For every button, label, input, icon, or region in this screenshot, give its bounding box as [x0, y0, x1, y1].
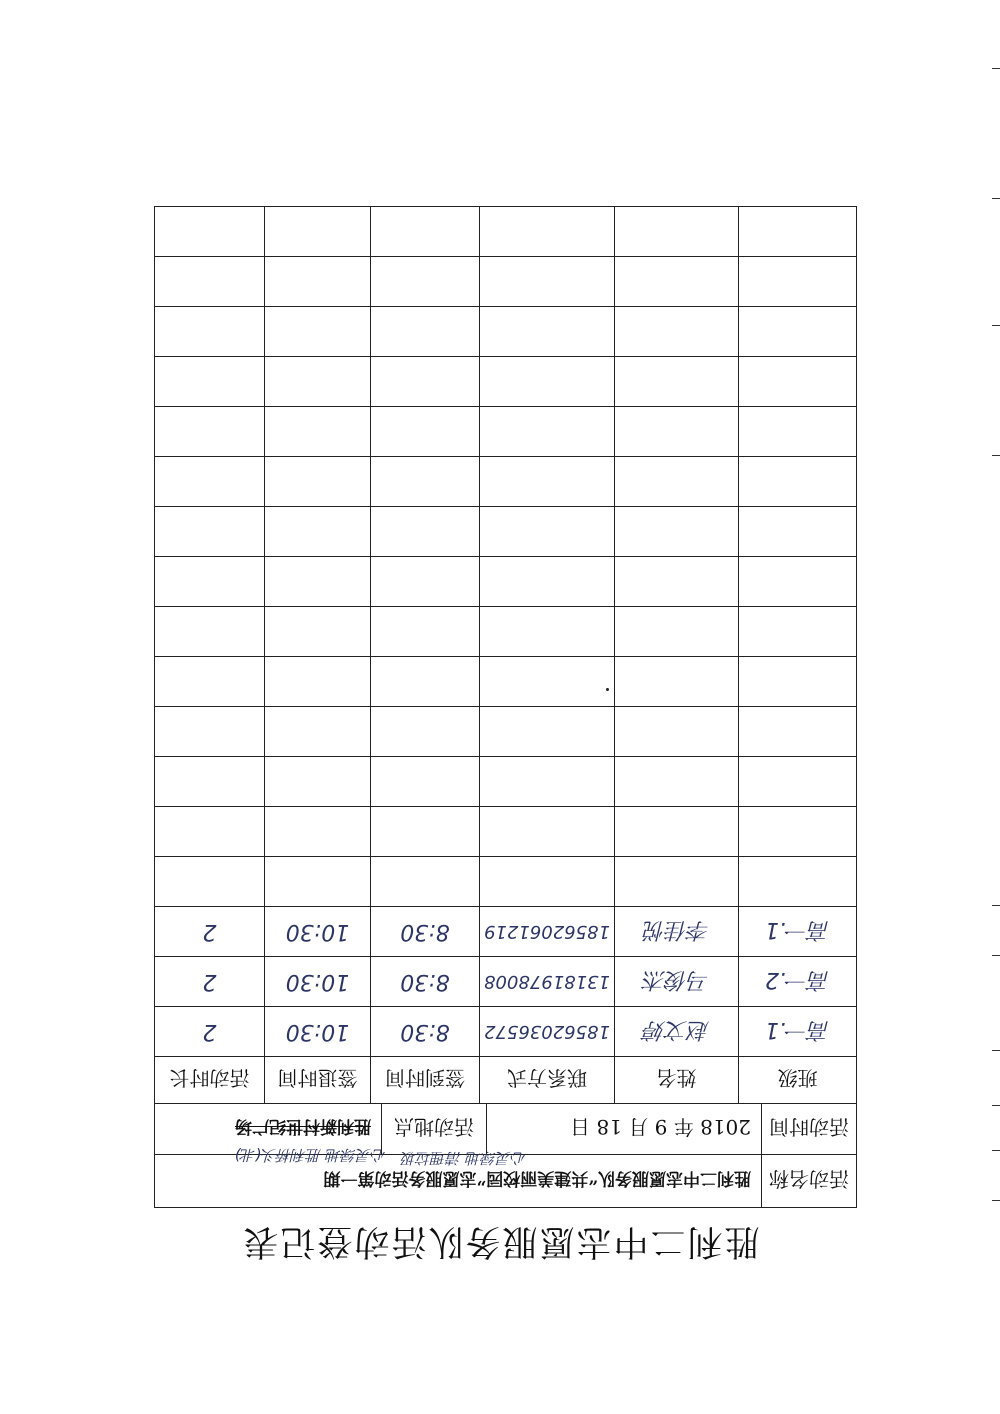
- empty-table-row: [154, 556, 857, 606]
- empty-cell: [479, 507, 614, 556]
- empty-cell: [370, 407, 479, 456]
- empty-cell: [738, 307, 856, 356]
- empty-cell: [370, 707, 479, 756]
- edge-mark: [992, 455, 1000, 456]
- empty-cell: [264, 757, 370, 806]
- activity-place-value: 胜利新村世纪广场: [235, 1116, 371, 1137]
- empty-cell: [738, 257, 856, 306]
- empty-cell: [738, 207, 856, 256]
- empty-cell: [738, 657, 856, 706]
- empty-cell: [479, 307, 614, 356]
- empty-cell: [479, 357, 614, 406]
- empty-table-row: [154, 606, 857, 656]
- cell-duration: 2: [202, 1019, 217, 1044]
- edge-mark: [992, 905, 1000, 906]
- empty-cell: [614, 657, 738, 706]
- empty-cell: [738, 507, 856, 556]
- cell-duration: 2: [202, 919, 217, 944]
- empty-table-row: [154, 806, 857, 856]
- empty-cell: [614, 857, 738, 906]
- empty-cell: [264, 557, 370, 606]
- empty-cell: [155, 307, 264, 356]
- empty-cell: [479, 857, 614, 906]
- empty-cell: [155, 707, 264, 756]
- empty-cell: [614, 757, 738, 806]
- empty-cell: [155, 457, 264, 506]
- cell-duration: 2: [202, 969, 217, 994]
- empty-cell: [155, 857, 264, 906]
- empty-cell: [479, 207, 614, 256]
- empty-cell: [479, 457, 614, 506]
- empty-cell: [155, 557, 264, 606]
- activity-place-handwritten: 心灵绿地 胜利桥头(北): [234, 1146, 386, 1164]
- empty-cell: [370, 357, 479, 406]
- empty-cell: [370, 657, 479, 706]
- empty-cell: [479, 407, 614, 456]
- empty-cell: [155, 757, 264, 806]
- empty-cell: [370, 857, 479, 906]
- empty-cell: [614, 307, 738, 356]
- cell-class: 高一.1: [738, 907, 856, 956]
- empty-cell: [614, 207, 738, 256]
- empty-cell: [614, 507, 738, 556]
- empty-cell: [479, 257, 614, 306]
- cell-sign-in: 8:30: [370, 1007, 479, 1056]
- table-row: [154, 906, 857, 956]
- empty-cell: [370, 207, 479, 256]
- cell-sign-out: 10:30: [264, 1007, 370, 1056]
- empty-cell: [370, 557, 479, 606]
- empty-cell: [738, 457, 856, 506]
- empty-table-row: [154, 656, 857, 706]
- form-title: 胜利二中志愿服务队活动登记表: [241, 1221, 760, 1261]
- activity-name-value: 胜利二中志愿服务队“共建美丽校园”志愿服务活动第一期: [323, 1168, 751, 1189]
- empty-cell: [264, 807, 370, 856]
- empty-cell: [479, 557, 614, 606]
- header-class: 班级: [738, 1057, 856, 1103]
- empty-cell: [614, 407, 738, 456]
- empty-cell: [738, 757, 856, 806]
- activity-name-label: 活动名称: [761, 1155, 856, 1207]
- empty-cell: [264, 257, 370, 306]
- empty-cell: [738, 557, 856, 606]
- empty-cell: [479, 757, 614, 806]
- empty-cell: [264, 607, 370, 656]
- empty-table-row: [154, 856, 857, 906]
- empty-cell: [738, 607, 856, 656]
- edge-mark: [992, 1200, 1000, 1201]
- activity-time-label: 活动时间: [761, 1104, 856, 1154]
- header-contact: 联系方式: [479, 1057, 614, 1103]
- empty-cell: [738, 407, 856, 456]
- empty-cell: [738, 357, 856, 406]
- empty-table-row: [154, 356, 857, 406]
- table-row: [154, 1006, 857, 1056]
- empty-cell: [155, 357, 264, 406]
- empty-cell: [479, 657, 614, 706]
- empty-cell: [264, 307, 370, 356]
- empty-cell: [479, 807, 614, 856]
- empty-cell: [738, 857, 856, 906]
- cell-name: 李佳悦: [614, 907, 738, 956]
- empty-cell: [479, 607, 614, 656]
- empty-cell: [370, 507, 479, 556]
- empty-cell: [614, 707, 738, 756]
- empty-cell: [155, 207, 264, 256]
- empty-table-row: [154, 306, 857, 356]
- empty-cell: [738, 807, 856, 856]
- empty-cell: [155, 257, 264, 306]
- empty-cell: [370, 807, 479, 856]
- empty-rows: [154, 206, 857, 906]
- empty-cell: [155, 807, 264, 856]
- empty-table-row: [154, 506, 857, 556]
- empty-cell: [264, 857, 370, 906]
- empty-cell: [370, 457, 479, 506]
- empty-cell: [155, 657, 264, 706]
- edge-mark: [992, 1105, 1000, 1106]
- activity-name-handwritten: 心灵绿地 清理垃圾: [401, 1149, 526, 1167]
- empty-cell: [264, 407, 370, 456]
- cell-sign-in: 8:30: [370, 957, 479, 1006]
- registration-form: [154, 206, 857, 1208]
- header-sign-out: 签退时间: [264, 1057, 370, 1103]
- cell-sign-out: 10:30: [264, 907, 370, 956]
- cell-sign-in: 8:30: [370, 907, 479, 956]
- table-header-row: [154, 1056, 857, 1103]
- header-duration: 活动时长: [169, 1066, 250, 1091]
- edge-mark: [992, 68, 1000, 69]
- empty-cell: [614, 807, 738, 856]
- empty-cell: [614, 357, 738, 406]
- empty-cell: [155, 407, 264, 456]
- empty-cell: [738, 707, 856, 756]
- cell-contact: 18562061219: [479, 907, 614, 956]
- cell-class: 高一.1: [738, 1007, 856, 1056]
- empty-cell: [614, 607, 738, 656]
- empty-table-row: [154, 256, 857, 306]
- edge-mark: [992, 198, 1000, 199]
- cell-name: 赵文婷: [614, 1007, 738, 1056]
- cell-name: 马俊杰: [614, 957, 738, 1006]
- empty-cell: [264, 457, 370, 506]
- edge-mark: [992, 1050, 1000, 1051]
- activity-date-value: 2018 年 9 月 18 日: [486, 1104, 761, 1154]
- empty-table-row: [154, 756, 857, 806]
- ink-dot: [606, 688, 609, 691]
- empty-cell: [264, 707, 370, 756]
- cell-sign-out: 10:30: [264, 957, 370, 1006]
- empty-cell: [370, 307, 479, 356]
- empty-table-row: [154, 706, 857, 756]
- activity-place-label: 活动地点: [381, 1104, 486, 1154]
- empty-cell: [614, 457, 738, 506]
- empty-cell: [614, 257, 738, 306]
- cell-contact: 13181978008: [479, 957, 614, 1006]
- header-sign-in: 签到时间: [370, 1057, 479, 1103]
- header-name: 姓名: [614, 1057, 738, 1103]
- empty-cell: [370, 757, 479, 806]
- empty-table-row: [154, 206, 857, 256]
- empty-cell: [264, 207, 370, 256]
- cell-contact: 18562036572: [479, 1007, 614, 1056]
- empty-cell: [264, 657, 370, 706]
- empty-cell: [264, 357, 370, 406]
- empty-cell: [370, 607, 479, 656]
- edge-mark: [992, 325, 1000, 326]
- edge-mark: [992, 1150, 1000, 1151]
- empty-cell: [264, 507, 370, 556]
- cell-class: 高一.2: [738, 957, 856, 1006]
- empty-cell: [155, 607, 264, 656]
- empty-cell: [155, 507, 264, 556]
- empty-table-row: [154, 406, 857, 456]
- edge-mark: [992, 955, 1000, 956]
- empty-cell: [479, 707, 614, 756]
- empty-cell: [370, 257, 479, 306]
- empty-table-row: [154, 456, 857, 506]
- table-row: [154, 956, 857, 1006]
- empty-cell: [614, 557, 738, 606]
